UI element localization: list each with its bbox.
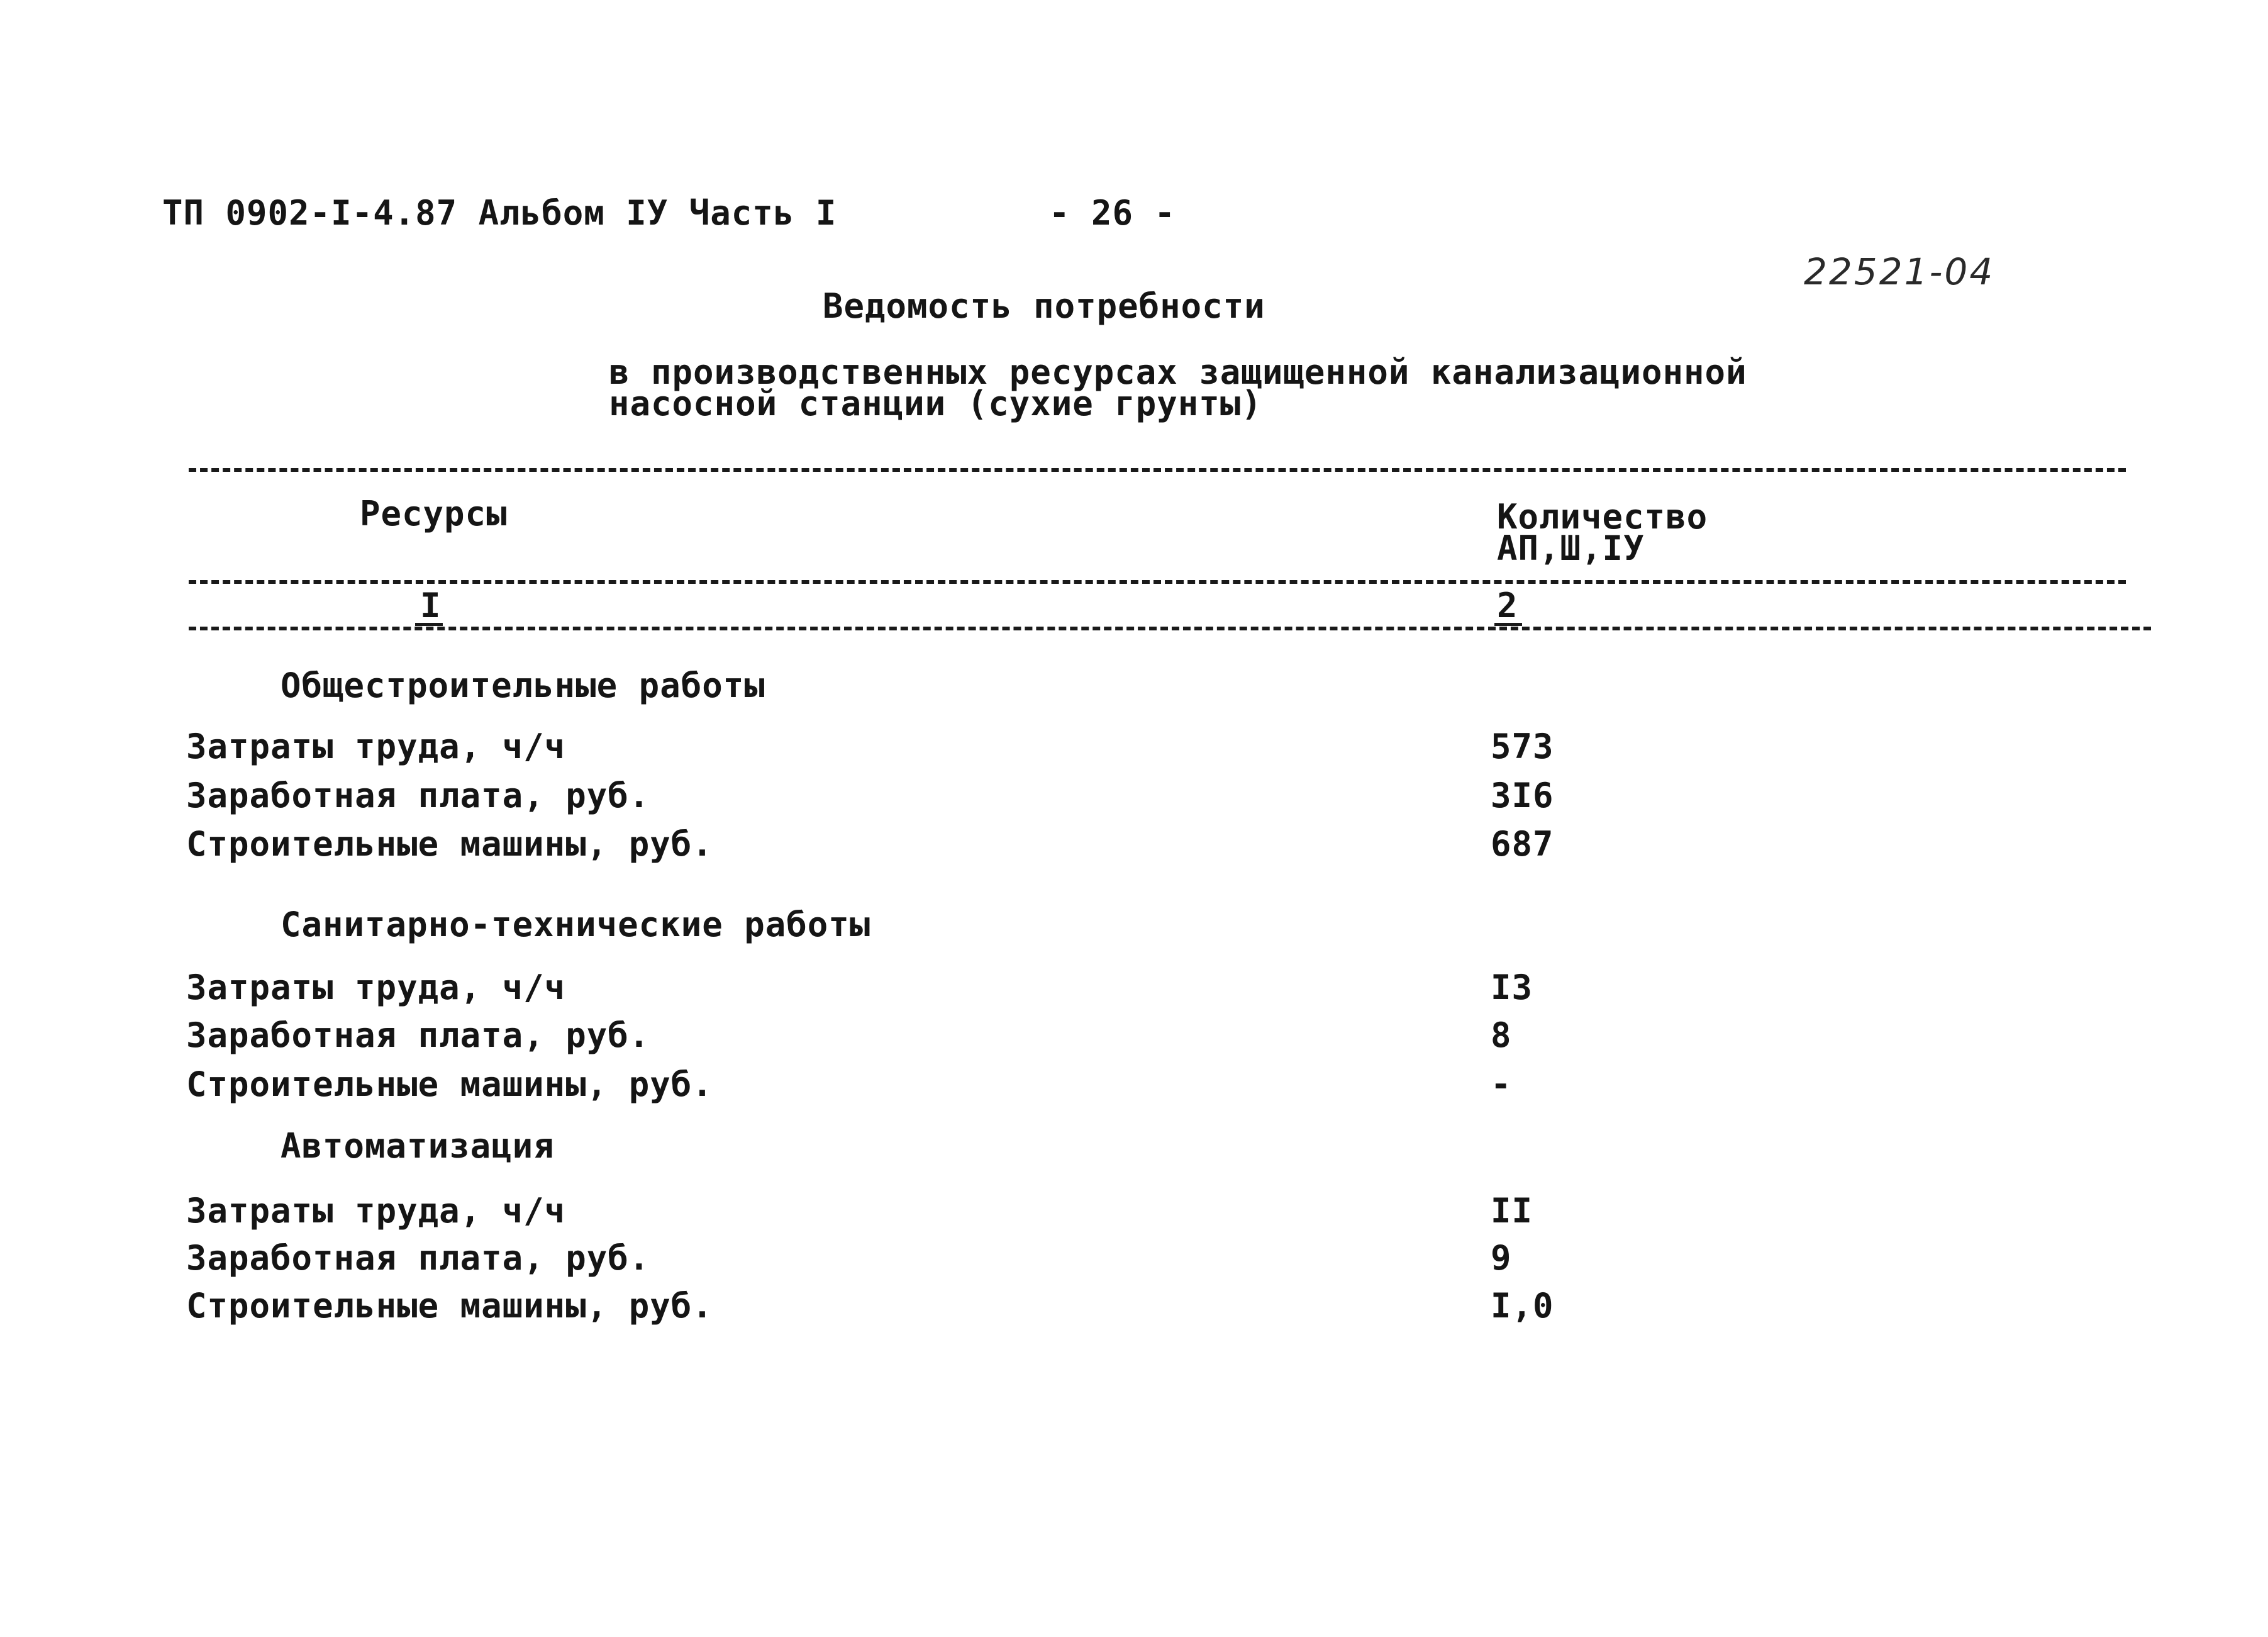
page-number: - 26 - <box>1049 193 1176 233</box>
document-subtitle-line-1: в производственных ресурсах защищенной канализационной <box>609 352 1747 392</box>
table-numbering-rule <box>189 627 2151 630</box>
table-header-rule <box>189 580 2126 584</box>
row-value: I3 <box>1491 968 1533 1007</box>
row-label: Затраты труда, ч/ч <box>186 968 566 1007</box>
row-label: Заработная плата, руб. <box>186 1015 650 1055</box>
section-title: Общестроительные работы <box>281 666 765 705</box>
row-value: 573 <box>1491 727 1554 766</box>
row-label: Затраты труда, ч/ч <box>186 727 566 766</box>
row-label: Заработная плата, руб. <box>186 1238 650 1278</box>
column-number-1-underline <box>415 623 443 626</box>
row-label: Строительные машины, руб. <box>186 824 713 864</box>
document-title: Ведомость потребности <box>823 286 1265 326</box>
section-title: Автоматизация <box>281 1126 555 1166</box>
column-number-1: I <box>420 586 442 625</box>
row-label: Затраты труда, ч/ч <box>186 1191 566 1231</box>
row-value: 687 <box>1491 824 1554 864</box>
row-value: 9 <box>1491 1238 1512 1278</box>
row-label: Заработная плата, руб. <box>186 776 650 815</box>
section-title: Санитарно-технические работы <box>281 905 871 944</box>
row-value: II <box>1491 1191 1533 1231</box>
column-header-quantity-variants: АП,Ш,IУ <box>1497 528 1645 568</box>
row-value: I,0 <box>1491 1286 1554 1326</box>
column-header-resources: Ресурсы <box>360 494 508 534</box>
row-value: 3I6 <box>1491 776 1554 815</box>
row-label: Строительные машины, руб. <box>186 1064 713 1104</box>
row-label: Строительные машины, руб. <box>186 1286 713 1326</box>
column-header-quantity: Количество <box>1497 497 1708 537</box>
handwritten-code: 22521-04 <box>1804 250 1995 293</box>
column-number-2-underline <box>1494 623 1522 626</box>
document-subtitle-line-2: насосной станции (сухие грунты) <box>609 384 1262 423</box>
column-number-2: 2 <box>1497 586 1518 625</box>
document-code: ТП 0902-I-4.87 Альбом IУ Часть I <box>162 193 837 233</box>
row-value: - <box>1491 1064 1512 1104</box>
table-top-rule <box>189 468 2126 472</box>
row-value: 8 <box>1491 1015 1512 1055</box>
